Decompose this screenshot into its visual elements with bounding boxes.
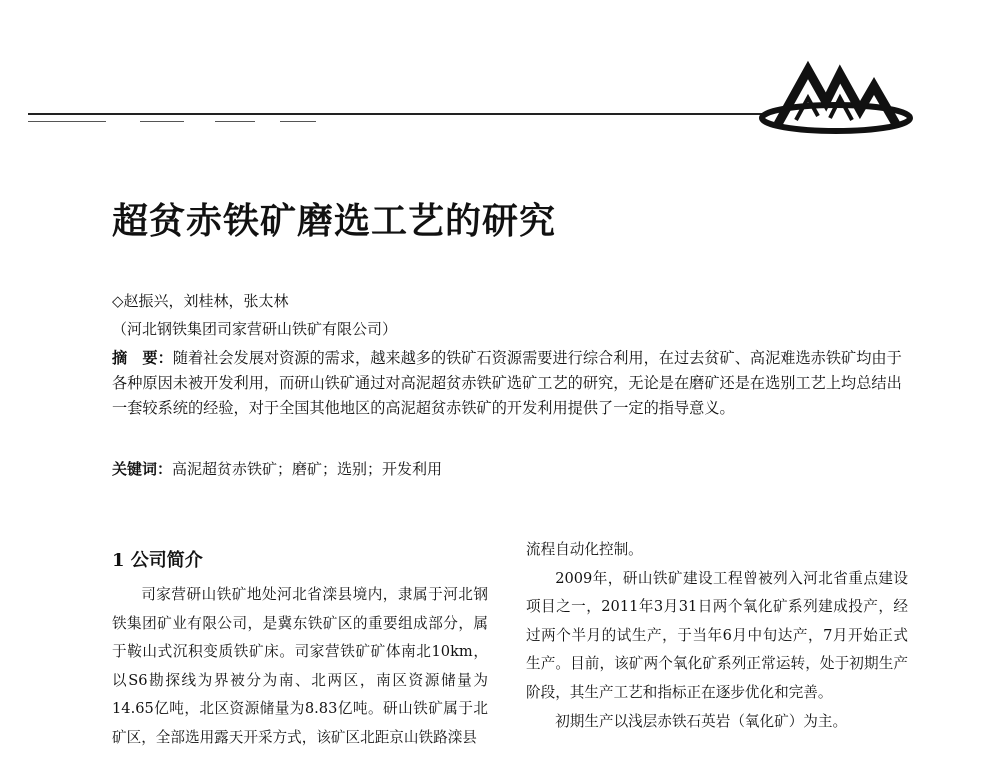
section-heading: 1 公司简介 [112,550,203,571]
mountain-peaks-logo-icon [756,54,916,146]
abstract [112,346,902,420]
body-column-left [112,581,488,768]
paper-title: 超贫赤铁矿磨选工艺的研究 [112,201,557,242]
header-rule-short-2 [215,121,255,122]
header-rule-short-1 [140,121,184,122]
keywords-label: 关键词： [112,460,173,478]
abstract-text: 随着社会发展对资源的需求，越来越多的铁矿石资源需要进行综合利用，在过去贫矿、高泥难选赤铁矿均由于各种原因未被开发利用，而研山铁矿通过对高泥超贫赤铁矿选矿工艺的研究，无论是在磨矿还是在选别工艺上均总结出一套较系统的经验，对于全国其他地区的高泥超贫赤铁矿的开发利用提供了一定的指导意义。 [112,349,902,417]
paragraph: 流程自动化控制。 [526,541,643,558]
header-rule-short-3 [280,121,316,122]
paragraph: 2009年，研山铁矿建设工程曾被列入河北省重点建设项目之一，2011年3月31日两个氧化矿系列建成投产，经过两个半月的试生产，于当年6月中旬达产，7月开始正式生产。目前，该矿两个氧化矿系列正常运转，处于初期生产阶段，其生产工艺和指标正在逐步优化和完善。 [526,569,908,701]
body-column-right [526,536,908,768]
abstract-label: 摘 要： [112,349,173,367]
paragraph: 司家营研山铁矿地处河北省滦县境内，隶属于河北钢铁集团矿业有限公司，是冀东铁矿区的重要组成部分，属于鞍山式沉积变质铁矿床。司家营铁矿矿体南北10km，以S6勘探线为界被分为南、北两区，南区资源储量为14.65亿吨，北区资源储量为8.83亿吨。研山铁矿属于北矿区，全部选用露天开采方式，该矿区北距京山铁路滦县 [112,586,488,746]
paragraph: 初期生产以浅层赤铁石英岩（氧化矿）为主。 [555,712,848,730]
paper-authors: ◇赵振兴，刘桂林，张太林 [112,292,289,310]
keywords [112,458,442,479]
header-rule-left [28,121,106,122]
paper-affiliation: （河北钢铁集团司家营研山铁矿有限公司） [112,320,398,338]
header-rule-main [28,113,770,115]
keywords-text: 高泥超贫赤铁矿；磨矿；选别；开发利用 [172,460,443,478]
